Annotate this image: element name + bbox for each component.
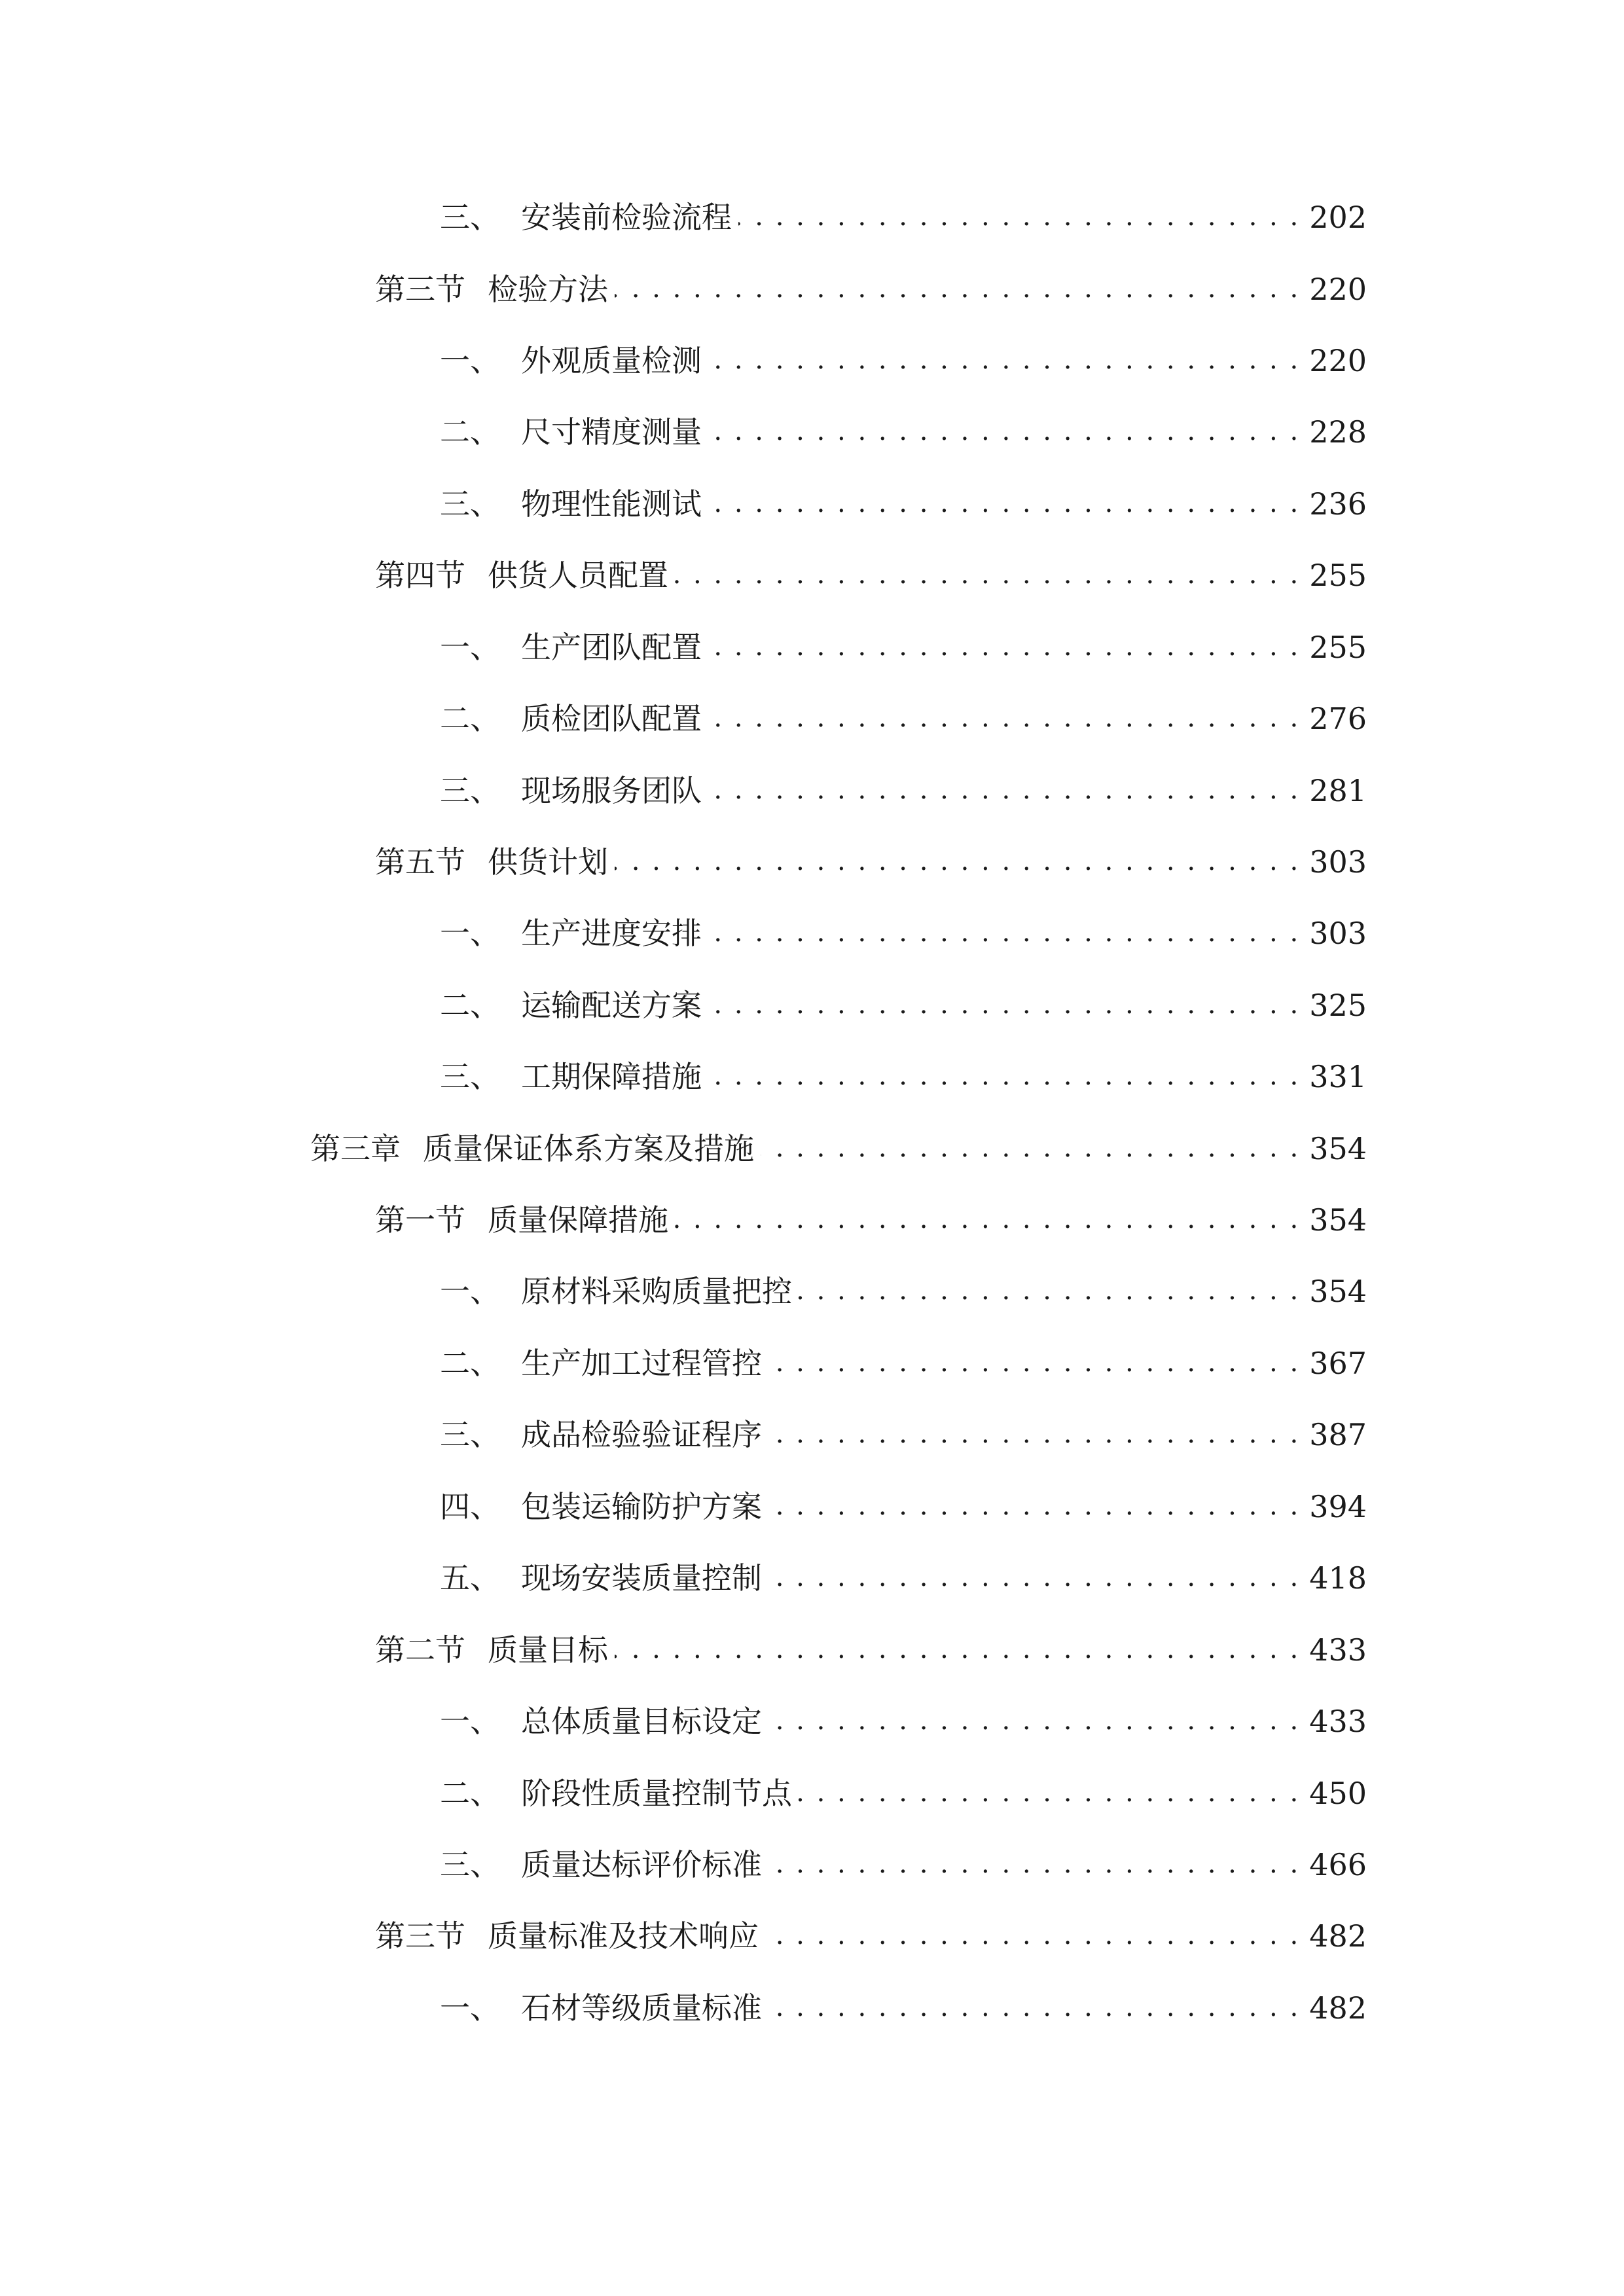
toc-entry-number: 一、 [440,630,500,665]
toc-entry-number: 三、 [440,1847,500,1882]
toc-entry[interactable] [375,549,1367,601]
toc-page-number: 482 [1309,1918,1367,1954]
toc-dot-leader [708,918,1300,948]
toc-page-number: 354 [1309,1131,1367,1166]
toc-dot-leader [768,1348,1300,1378]
toc-entry-title: 检验方法 [488,272,608,307]
toc-entry-title: 工期保障措施 [521,1059,702,1094]
toc-entry-title: 生产加工过程管控 [521,1346,762,1381]
toc-dot-leader [615,1635,1300,1665]
toc-entry-number: 三、 [440,200,500,235]
toc-dot-leader [768,1492,1300,1522]
toc-entry[interactable] [440,191,1367,243]
toc-entry-number: 第三节 [375,1918,465,1954]
toc-page-number: 482 [1309,1990,1367,2026]
toc-dot-leader [768,1706,1300,1736]
toc-entry-number: 三、 [440,773,500,808]
toc-dot-leader [708,417,1300,447]
toc-entry[interactable] [440,1265,1367,1318]
toc-entry-title: 质量目标 [488,1632,608,1668]
toc-dot-leader [615,274,1300,304]
toc-entry-number: 三、 [440,1059,500,1094]
toc-page-number: 354 [1309,1202,1367,1238]
toc-entry-title: 包装运输防护方案 [521,1489,762,1524]
toc-entry[interactable] [440,1982,1367,2034]
toc-page-number: 303 [1309,916,1367,951]
toc-entry-title: 成品检验验证程序 [521,1417,762,1452]
toc-dot-leader [738,202,1300,232]
toc-page-number: 387 [1309,1417,1367,1452]
toc-page-number: 325 [1309,988,1367,1023]
toc-dot-leader [708,632,1300,662]
toc-entry-title: 物理性能测试 [521,486,702,522]
toc-page-number: 202 [1309,200,1367,235]
toc-entry-title: 现场安装质量控制 [521,1560,762,1596]
toc-page-number: 220 [1309,272,1367,307]
toc-entry-number: 一、 [440,1990,500,2026]
toc-entry-number: 四、 [440,1489,500,1524]
toc-entry[interactable] [375,1194,1367,1246]
toc-entry-number: 第二节 [375,1632,465,1668]
toc-entry-number: 第四节 [375,558,465,593]
toc-entry[interactable] [440,334,1367,387]
toc-dot-leader [675,1205,1300,1235]
toc-page-number: 394 [1309,1489,1367,1524]
toc-entry-number: 第一节 [375,1202,465,1238]
toc-entry-title: 质量保证体系方案及措施 [423,1131,754,1166]
toc-entry-number: 一、 [440,343,500,378]
toc-entry[interactable] [440,478,1367,530]
toc-dot-leader [799,1276,1300,1306]
toc-entry-title: 供货计划 [488,844,608,880]
toc-page-number: 276 [1309,701,1367,736]
toc-entry-title: 石材等级质量标准 [521,1990,762,2026]
toc-page-number: 228 [1309,414,1367,450]
toc-dot-leader [708,1062,1300,1092]
toc-page-number: 450 [1309,1776,1367,1811]
toc-entry-title: 质量保障措施 [488,1202,668,1238]
toc-entry[interactable] [440,1480,1367,1533]
toc-entry-number: 二、 [440,701,500,736]
toc-page-number: 433 [1309,1704,1367,1739]
toc-entry-number: 二、 [440,1776,500,1811]
toc-entry[interactable] [440,1337,1367,1390]
toc-page-number: 303 [1309,844,1367,880]
toc-page-number: 236 [1309,486,1367,522]
toc-page-number: 433 [1309,1632,1367,1668]
toc-entry[interactable] [440,1408,1367,1461]
toc-entry-title: 质量标准及技术响应 [488,1918,759,1954]
toc-entry[interactable] [375,836,1367,888]
toc-dot-leader [765,1921,1300,1951]
toc-entry-title: 尺寸精度测量 [521,414,702,450]
toc-entry-number: 二、 [440,988,500,1023]
toc-entry-number: 五、 [440,1560,500,1596]
toc-entry[interactable] [440,979,1367,1031]
toc-entry-number: 一、 [440,1704,500,1739]
toc-page-number: 367 [1309,1346,1367,1381]
toc-page-number: 354 [1309,1274,1367,1309]
toc-dot-leader [768,1850,1300,1880]
toc-entry-number: 一、 [440,916,500,951]
toc-entry-number: 三、 [440,1417,500,1452]
toc-page-number: 281 [1309,773,1367,808]
toc-page-number: 466 [1309,1847,1367,1882]
toc-entry-title: 原材料采购质量把控 [521,1274,792,1309]
toc-dot-leader [768,1993,1300,2023]
toc-entry[interactable] [440,907,1367,960]
toc-dot-leader [615,847,1300,877]
toc-entry-title: 外观质量检测 [521,343,702,378]
toc-entry[interactable] [375,263,1367,315]
toc-dot-leader [761,1134,1300,1164]
toc-entry[interactable] [440,1552,1367,1604]
toc-entry-title: 质量达标评价标准 [521,1847,762,1882]
toc-entry[interactable] [440,1050,1367,1103]
toc-entry-title: 质检团队配置 [521,701,702,736]
toc-dot-leader [708,776,1300,806]
toc-entry[interactable] [440,406,1367,458]
toc-page-number: 255 [1309,630,1367,665]
toc-entry-title: 生产进度安排 [521,916,702,951]
toc-dot-leader [708,990,1300,1020]
toc-entry[interactable] [440,621,1367,673]
toc-entry-title: 生产团队配置 [521,630,702,665]
toc-entry-number: 二、 [440,1346,500,1381]
toc-entry[interactable] [440,1839,1367,1891]
toc-dot-leader [708,489,1300,519]
toc-entry[interactable] [310,1122,1367,1175]
toc-entry[interactable] [440,1695,1367,1748]
toc-entry[interactable] [375,1910,1367,1962]
toc-dot-leader [799,1778,1300,1808]
toc-entry[interactable] [375,1624,1367,1676]
toc-entry-title: 运输配送方案 [521,988,702,1023]
toc-entry-title: 供货人员配置 [488,558,668,593]
toc-dot-leader [675,560,1300,590]
toc-dot-leader [708,346,1300,376]
toc-page-number: 331 [1309,1059,1367,1094]
toc-entry[interactable] [440,692,1367,745]
toc-page-number: 220 [1309,343,1367,378]
toc-entry-number: 二、 [440,414,500,450]
toc-entry-number: 一、 [440,1274,500,1309]
toc-entry-title: 总体质量目标设定 [521,1704,762,1739]
toc-dot-leader [708,704,1300,734]
toc-dot-leader [768,1420,1300,1450]
toc-entry-number: 三、 [440,486,500,522]
toc-entry-number: 第三节 [375,272,465,307]
toc-page-number: 418 [1309,1560,1367,1596]
toc-entry-title: 安装前检验流程 [521,200,732,235]
toc-entry[interactable] [440,1767,1367,1820]
toc-entry-title: 阶段性质量控制节点 [521,1776,792,1811]
toc-entry-title: 现场服务团队 [521,773,702,808]
toc-entry[interactable] [440,764,1367,817]
toc-dot-leader [768,1563,1300,1593]
toc-page-number: 255 [1309,558,1367,593]
toc-entry-number: 第三章 [310,1131,401,1166]
toc-entry-number: 第五节 [375,844,465,880]
